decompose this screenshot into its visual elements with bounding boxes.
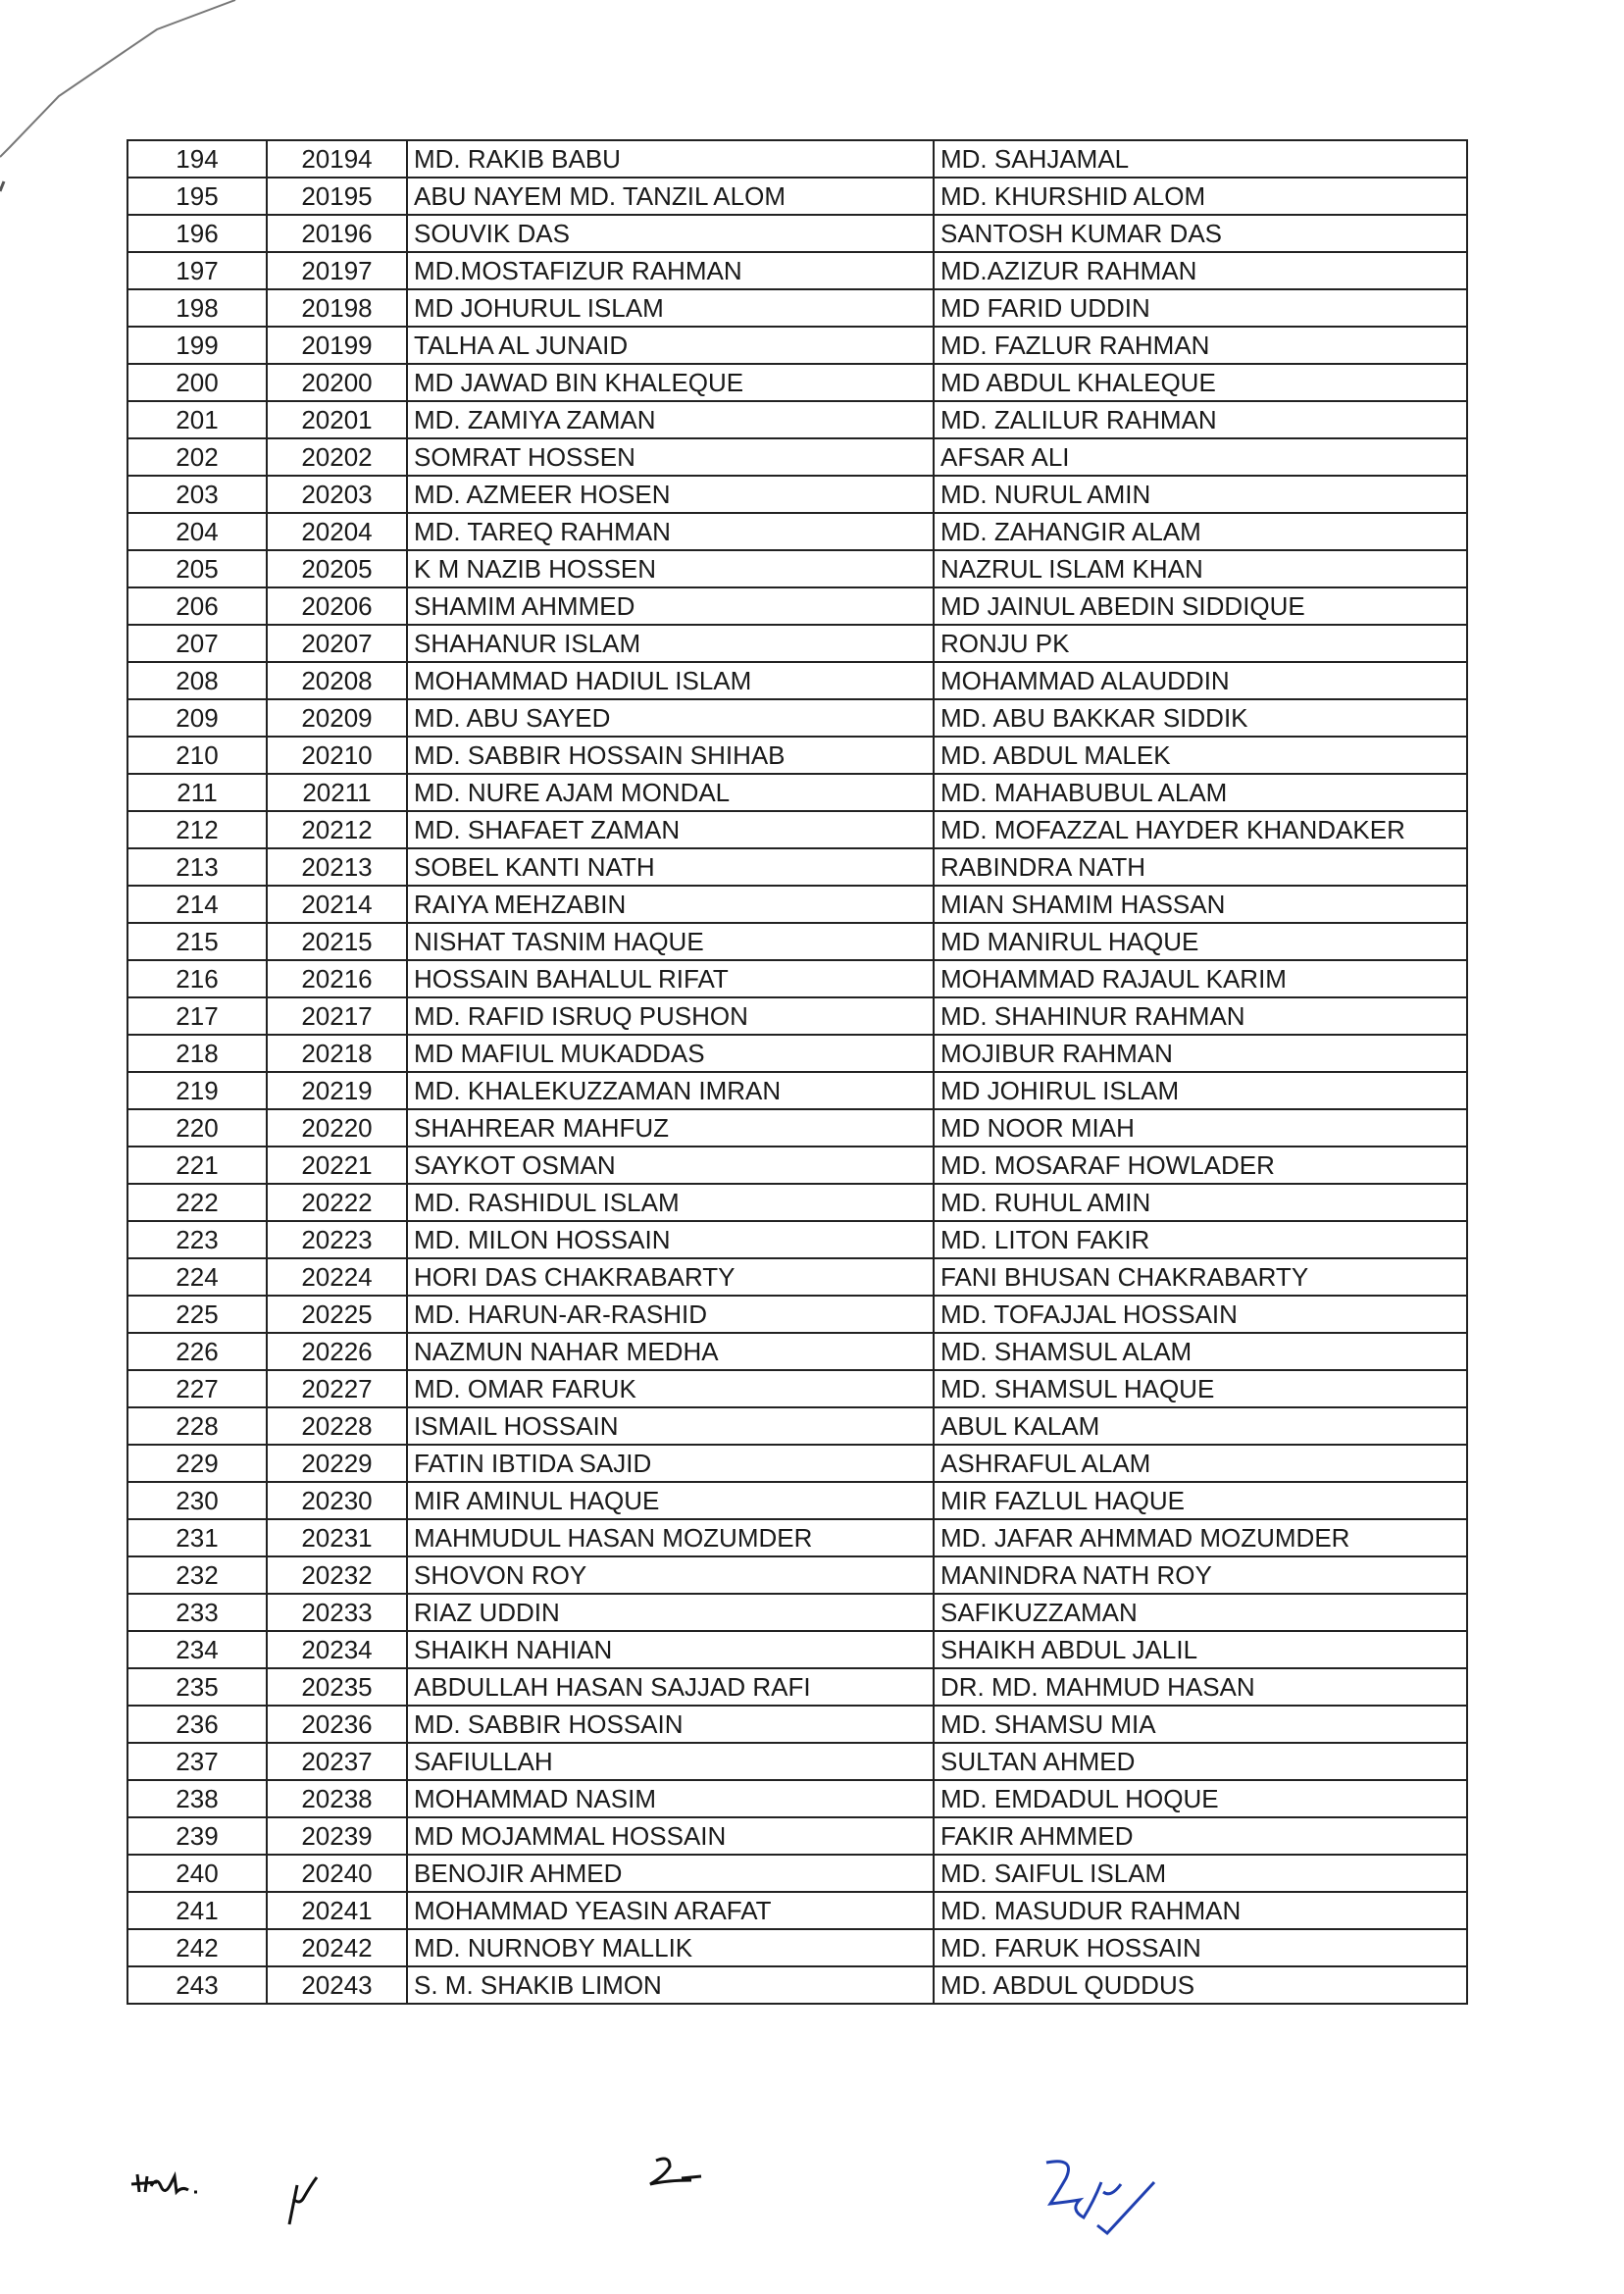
serial-cell: 216 (127, 960, 267, 997)
serial-cell: 236 (127, 1706, 267, 1743)
roll-cell: 20206 (267, 587, 407, 625)
roll-cell: 20241 (267, 1892, 407, 1929)
roll-cell: 20210 (267, 737, 407, 774)
student-name-cell: MD. SHAFAET ZAMAN (407, 811, 934, 848)
student-name-cell: SHAMIM AHMMED (407, 587, 934, 625)
serial-cell: 195 (127, 178, 267, 215)
serial-cell: 197 (127, 252, 267, 289)
table-row (127, 1109, 1467, 1147)
student-name-cell: MD.MOSTAFIZUR RAHMAN (407, 252, 934, 289)
table-row (127, 1035, 1467, 1072)
student-name-cell: SOUVIK DAS (407, 215, 934, 252)
serial-cell: 240 (127, 1855, 267, 1892)
student-name-cell: ABDULLAH HASAN SAJJAD RAFI (407, 1668, 934, 1706)
signature-4 (1035, 2153, 1162, 2241)
roll-cell: 20217 (267, 997, 407, 1035)
roll-cell: 20230 (267, 1482, 407, 1519)
student-name-cell: MAHMUDUL HASAN MOZUMDER (407, 1519, 934, 1556)
table-row (127, 587, 1467, 625)
table-row (127, 662, 1467, 699)
table-row (127, 1482, 1467, 1519)
serial-cell: 194 (127, 140, 267, 178)
roll-cell: 20223 (267, 1221, 407, 1258)
roll-cell: 20205 (267, 550, 407, 587)
student-name-cell: RAIYA MEHZABIN (407, 886, 934, 923)
student-name-cell: MD MAFIUL MUKADDAS (407, 1035, 934, 1072)
roll-cell: 20208 (267, 662, 407, 699)
roll-cell: 20240 (267, 1855, 407, 1892)
roll-cell: 20214 (267, 886, 407, 923)
table-row (127, 848, 1467, 886)
table-row (127, 1333, 1467, 1370)
serial-cell: 207 (127, 625, 267, 662)
student-name-cell: SOMRAT HOSSEN (407, 438, 934, 476)
serial-cell: 215 (127, 923, 267, 960)
serial-cell: 202 (127, 438, 267, 476)
table-row (127, 364, 1467, 401)
father-name-cell: MD. LITON FAKIR (934, 1221, 1467, 1258)
father-name-cell: MD. TOFAJJAL HOSSAIN (934, 1296, 1467, 1333)
student-name-cell: MD. AZMEER HOSEN (407, 476, 934, 513)
student-name-cell: MOHAMMAD HADIUL ISLAM (407, 662, 934, 699)
student-name-cell: ABU NAYEM MD. TANZIL ALOM (407, 178, 934, 215)
student-table-body (127, 140, 1467, 2004)
serial-cell: 226 (127, 1333, 267, 1370)
student-name-cell: MD MOJAMMAL HOSSAIN (407, 1817, 934, 1855)
serial-cell: 224 (127, 1258, 267, 1296)
student-name-cell: FATIN IBTIDA SAJID (407, 1445, 934, 1482)
father-name-cell: MOHAMMAD ALAUDDIN (934, 662, 1467, 699)
serial-cell: 208 (127, 662, 267, 699)
table-row (127, 1743, 1467, 1780)
table-row (127, 252, 1467, 289)
table-row (127, 1706, 1467, 1743)
roll-cell: 20213 (267, 848, 407, 886)
serial-cell: 205 (127, 550, 267, 587)
father-name-cell: SHAIKH ABDUL JALIL (934, 1631, 1467, 1668)
father-name-cell: MD. MAHABUBUL ALAM (934, 774, 1467, 811)
serial-cell: 213 (127, 848, 267, 886)
student-name-cell: MD JOHURUL ISLAM (407, 289, 934, 327)
father-name-cell: MD. SHAHINUR RAHMAN (934, 997, 1467, 1035)
signature-1 (127, 2163, 206, 2202)
serial-cell: 218 (127, 1035, 267, 1072)
father-name-cell: MOHAMMAD RAJAUL KARIM (934, 960, 1467, 997)
father-name-cell: SAFIKUZZAMAN (934, 1594, 1467, 1631)
student-name-cell: MD. OMAR FARUK (407, 1370, 934, 1407)
father-name-cell: MD. SAHJAMAL (934, 140, 1467, 178)
father-name-cell: MD. FAZLUR RAHMAN (934, 327, 1467, 364)
student-name-cell: MD JAWAD BIN KHALEQUE (407, 364, 934, 401)
father-name-cell: MD ABDUL KHALEQUE (934, 364, 1467, 401)
student-name-cell: RIAZ UDDIN (407, 1594, 934, 1631)
serial-cell: 210 (127, 737, 267, 774)
student-name-cell: MOHAMMAD NASIM (407, 1780, 934, 1817)
roll-cell: 20195 (267, 178, 407, 215)
father-name-cell: MD. ABDUL QUDDUS (934, 1966, 1467, 2004)
student-name-cell: NAZMUN NAHAR MEDHA (407, 1333, 934, 1370)
father-name-cell: FAKIR AHMMED (934, 1817, 1467, 1855)
roll-cell: 20204 (267, 513, 407, 550)
serial-cell: 241 (127, 1892, 267, 1929)
table-row (127, 923, 1467, 960)
father-name-cell: MD. EMDADUL HOQUE (934, 1780, 1467, 1817)
serial-cell: 234 (127, 1631, 267, 1668)
roll-cell: 20233 (267, 1594, 407, 1631)
serial-cell: 196 (127, 215, 267, 252)
father-name-cell: MD. JAFAR AHMMAD MOZUMDER (934, 1519, 1467, 1556)
table-row (127, 1147, 1467, 1184)
table-row (127, 1668, 1467, 1706)
student-name-cell: MD. KHALEKUZZAMAN IMRAN (407, 1072, 934, 1109)
student-name-cell: BENOJIR AHMED (407, 1855, 934, 1892)
student-name-cell: MD. NURNOBY MALLIK (407, 1929, 934, 1966)
table-row (127, 699, 1467, 737)
serial-cell: 229 (127, 1445, 267, 1482)
table-row (127, 1407, 1467, 1445)
roll-cell: 20216 (267, 960, 407, 997)
table-row (127, 1258, 1467, 1296)
roll-cell: 20212 (267, 811, 407, 848)
table-row (127, 1072, 1467, 1109)
serial-cell: 230 (127, 1482, 267, 1519)
student-name-cell: ISMAIL HOSSAIN (407, 1407, 934, 1445)
student-table (127, 139, 1468, 2005)
father-name-cell: MD JAINUL ABEDIN SIDDIQUE (934, 587, 1467, 625)
serial-cell: 222 (127, 1184, 267, 1221)
student-name-cell: S. M. SHAKIB LIMON (407, 1966, 934, 2004)
serial-cell: 235 (127, 1668, 267, 1706)
roll-cell: 20227 (267, 1370, 407, 1407)
table-row (127, 1817, 1467, 1855)
table-row (127, 215, 1467, 252)
table-row (127, 1892, 1467, 1929)
roll-cell: 20196 (267, 215, 407, 252)
father-name-cell: NAZRUL ISLAM KHAN (934, 550, 1467, 587)
roll-cell: 20224 (267, 1258, 407, 1296)
student-list (127, 139, 1466, 2005)
student-name-cell: SOBEL KANTI NATH (407, 848, 934, 886)
father-name-cell: MD. ABU BAKKAR SIDDIK (934, 699, 1467, 737)
student-name-cell: MD. TAREQ RAHMAN (407, 513, 934, 550)
table-row (127, 1966, 1467, 2004)
roll-cell: 20222 (267, 1184, 407, 1221)
table-row (127, 1855, 1467, 1892)
student-name-cell: MD. NURE AJAM MONDAL (407, 774, 934, 811)
student-name-cell: SHAHANUR ISLAM (407, 625, 934, 662)
roll-cell: 20221 (267, 1147, 407, 1184)
signature-2 (279, 2167, 329, 2236)
serial-cell: 204 (127, 513, 267, 550)
student-name-cell: NISHAT TASNIM HAQUE (407, 923, 934, 960)
roll-cell: 20203 (267, 476, 407, 513)
roll-cell: 20231 (267, 1519, 407, 1556)
roll-cell: 20200 (267, 364, 407, 401)
serial-cell: 242 (127, 1929, 267, 1966)
roll-cell: 20243 (267, 1966, 407, 2004)
roll-cell: 20228 (267, 1407, 407, 1445)
table-row (127, 1556, 1467, 1594)
table-row (127, 1184, 1467, 1221)
roll-cell: 20211 (267, 774, 407, 811)
serial-cell: 211 (127, 774, 267, 811)
roll-cell: 20215 (267, 923, 407, 960)
student-name-cell: SAYKOT OSMAN (407, 1147, 934, 1184)
roll-cell: 20219 (267, 1072, 407, 1109)
father-name-cell: MD NOOR MIAH (934, 1109, 1467, 1147)
father-name-cell: MD. NURUL AMIN (934, 476, 1467, 513)
table-row (127, 774, 1467, 811)
serial-cell: 198 (127, 289, 267, 327)
father-name-cell: RONJU PK (934, 625, 1467, 662)
student-name-cell: MIR AMINUL HAQUE (407, 1482, 934, 1519)
serial-cell: 225 (127, 1296, 267, 1333)
roll-cell: 20226 (267, 1333, 407, 1370)
father-name-cell: ASHRAFUL ALAM (934, 1445, 1467, 1482)
serial-cell: 243 (127, 1966, 267, 2004)
roll-cell: 20232 (267, 1556, 407, 1594)
student-name-cell: MD. RAFID ISRUQ PUSHON (407, 997, 934, 1035)
serial-cell: 232 (127, 1556, 267, 1594)
table-row (127, 327, 1467, 364)
table-row (127, 997, 1467, 1035)
table-row (127, 625, 1467, 662)
serial-cell: 231 (127, 1519, 267, 1556)
serial-cell: 200 (127, 364, 267, 401)
serial-cell: 220 (127, 1109, 267, 1147)
student-name-cell: MD. SABBIR HOSSAIN (407, 1706, 934, 1743)
roll-cell: 20209 (267, 699, 407, 737)
student-name-cell: MD. ZAMIYA ZAMAN (407, 401, 934, 438)
table-row (127, 1370, 1467, 1407)
father-name-cell: FANI BHUSAN CHAKRABARTY (934, 1258, 1467, 1296)
father-name-cell: MD. ZAHANGIR ALAM (934, 513, 1467, 550)
student-name-cell: SHAHREAR MAHFUZ (407, 1109, 934, 1147)
father-name-cell: RABINDRA NATH (934, 848, 1467, 886)
student-name-cell: HORI DAS CHAKRABARTY (407, 1258, 934, 1296)
table-row (127, 1929, 1467, 1966)
table-row (127, 438, 1467, 476)
roll-cell: 20194 (267, 140, 407, 178)
table-row (127, 1221, 1467, 1258)
serial-cell: 227 (127, 1370, 267, 1407)
student-name-cell: SHOVON ROY (407, 1556, 934, 1594)
student-name-cell: MD. ABU SAYED (407, 699, 934, 737)
father-name-cell: MD. ZALILUR RAHMAN (934, 401, 1467, 438)
table-row (127, 178, 1467, 215)
roll-cell: 20220 (267, 1109, 407, 1147)
roll-cell: 20235 (267, 1668, 407, 1706)
father-name-cell: MD MANIRUL HAQUE (934, 923, 1467, 960)
signature-strip (0, 2128, 1624, 2266)
roll-cell: 20201 (267, 401, 407, 438)
table-row (127, 401, 1467, 438)
serial-cell: 237 (127, 1743, 267, 1780)
serial-cell: 228 (127, 1407, 267, 1445)
table-row (127, 1445, 1467, 1482)
roll-cell: 20237 (267, 1743, 407, 1780)
student-name-cell: HOSSAIN BAHALUL RIFAT (407, 960, 934, 997)
roll-cell: 20229 (267, 1445, 407, 1482)
student-name-cell: SAFIULLAH (407, 1743, 934, 1780)
student-name-cell: MD. HARUN-AR-RASHID (407, 1296, 934, 1333)
father-name-cell: MD. MASUDUR RAHMAN (934, 1892, 1467, 1929)
roll-cell: 20218 (267, 1035, 407, 1072)
student-name-cell: MD. RAKIB BABU (407, 140, 934, 178)
roll-cell: 20239 (267, 1817, 407, 1855)
father-name-cell: SULTAN AHMED (934, 1743, 1467, 1780)
serial-cell: 209 (127, 699, 267, 737)
serial-cell: 203 (127, 476, 267, 513)
father-name-cell: ABUL KALAM (934, 1407, 1467, 1445)
serial-cell: 221 (127, 1147, 267, 1184)
table-row (127, 289, 1467, 327)
roll-cell: 20225 (267, 1296, 407, 1333)
father-name-cell: MD. FARUK HOSSAIN (934, 1929, 1467, 1966)
roll-cell: 20242 (267, 1929, 407, 1966)
table-row (127, 1519, 1467, 1556)
signature-3 (642, 2153, 721, 2192)
serial-cell: 206 (127, 587, 267, 625)
student-name-cell: MD. RASHIDUL ISLAM (407, 1184, 934, 1221)
roll-cell: 20198 (267, 289, 407, 327)
serial-cell: 223 (127, 1221, 267, 1258)
table-row (127, 513, 1467, 550)
table-row (127, 140, 1467, 178)
father-name-cell: MD. MOSARAF HOWLADER (934, 1147, 1467, 1184)
roll-cell: 20199 (267, 327, 407, 364)
father-name-cell: MD. SAIFUL ISLAM (934, 1855, 1467, 1892)
table-row (127, 550, 1467, 587)
roll-cell: 20234 (267, 1631, 407, 1668)
table-row (127, 886, 1467, 923)
serial-cell: 199 (127, 327, 267, 364)
serial-cell: 214 (127, 886, 267, 923)
student-name-cell: MD. SABBIR HOSSAIN SHIHAB (407, 737, 934, 774)
roll-cell: 20202 (267, 438, 407, 476)
student-name-cell: MD. MILON HOSSAIN (407, 1221, 934, 1258)
father-name-cell: MD FARID UDDIN (934, 289, 1467, 327)
student-name-cell: K M NAZIB HOSSEN (407, 550, 934, 587)
serial-cell: 219 (127, 1072, 267, 1109)
serial-cell: 238 (127, 1780, 267, 1817)
student-name-cell: SHAIKH NAHIAN (407, 1631, 934, 1668)
student-name-cell: TALHA AL JUNAID (407, 327, 934, 364)
table-row (127, 960, 1467, 997)
table-row (127, 1296, 1467, 1333)
serial-cell: 217 (127, 997, 267, 1035)
father-name-cell: MD. MOFAZZAL HAYDER KHANDAKER (934, 811, 1467, 848)
student-name-cell: MOHAMMAD YEASIN ARAFAT (407, 1892, 934, 1929)
roll-cell: 20197 (267, 252, 407, 289)
father-name-cell: SANTOSH KUMAR DAS (934, 215, 1467, 252)
father-name-cell: MD JOHIRUL ISLAM (934, 1072, 1467, 1109)
table-row (127, 1594, 1467, 1631)
roll-cell: 20236 (267, 1706, 407, 1743)
father-name-cell: MD. SHAMSUL HAQUE (934, 1370, 1467, 1407)
father-name-cell: DR. MD. MAHMUD HASAN (934, 1668, 1467, 1706)
father-name-cell: MD. SHAMSUL ALAM (934, 1333, 1467, 1370)
father-name-cell: MD. SHAMSU MIA (934, 1706, 1467, 1743)
serial-cell: 233 (127, 1594, 267, 1631)
father-name-cell: AFSAR ALI (934, 438, 1467, 476)
father-name-cell: MD. KHURSHID ALOM (934, 178, 1467, 215)
father-name-cell: MIR FAZLUL HAQUE (934, 1482, 1467, 1519)
father-name-cell: MIAN SHAMIM HASSAN (934, 886, 1467, 923)
table-row (127, 476, 1467, 513)
serial-cell: 239 (127, 1817, 267, 1855)
serial-cell: 201 (127, 401, 267, 438)
father-name-cell: MANINDRA NATH ROY (934, 1556, 1467, 1594)
father-name-cell: MD. RUHUL AMIN (934, 1184, 1467, 1221)
roll-cell: 20238 (267, 1780, 407, 1817)
table-row (127, 811, 1467, 848)
table-row (127, 1780, 1467, 1817)
father-name-cell: MD.AZIZUR RAHMAN (934, 252, 1467, 289)
serial-cell: 212 (127, 811, 267, 848)
table-row (127, 737, 1467, 774)
table-row (127, 1631, 1467, 1668)
father-name-cell: MD. ABDUL MALEK (934, 737, 1467, 774)
roll-cell: 20207 (267, 625, 407, 662)
father-name-cell: MOJIBUR RAHMAN (934, 1035, 1467, 1072)
